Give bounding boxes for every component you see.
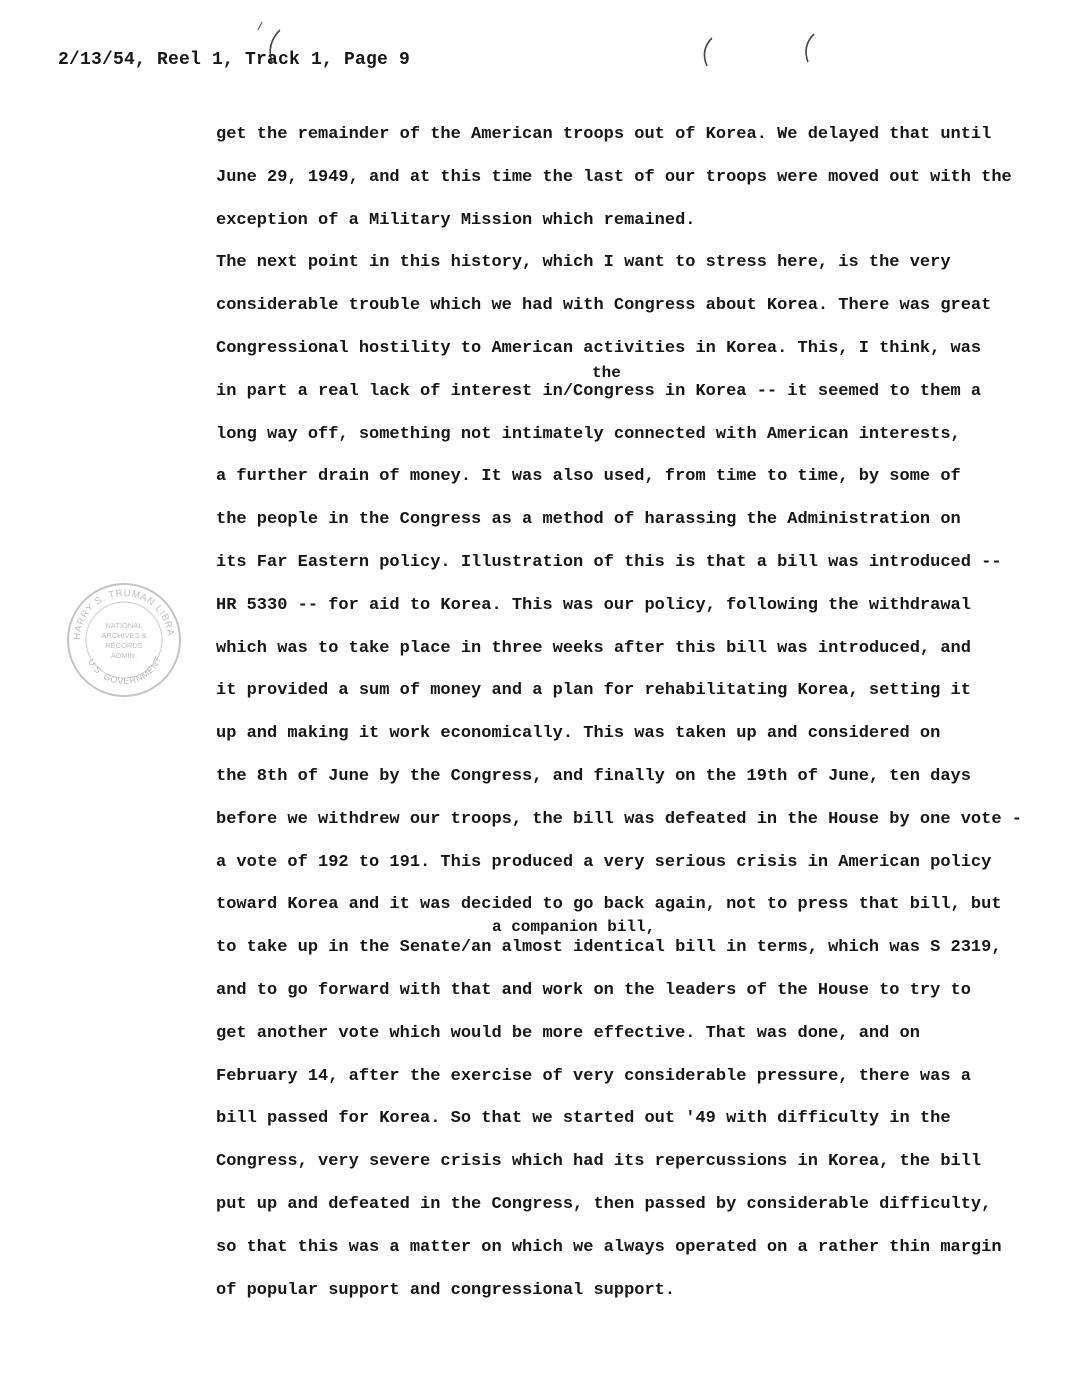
typed-insertion: a companion bill, [492,918,656,937]
text-line: considerable trouble which we had with Congress about Korea. There was great [216,296,992,316]
text-line: before we withdrew our troops, the bill was defeated in the House by one vote - [216,809,1022,829]
text-line: so that this was a matter on which we always operated on a rather thin margin [216,1237,1002,1257]
transcript-body [216,114,1062,1312]
text-line: and to go forward with that and work on the leaders of the House to try to [216,980,971,1000]
text-line: put up and defeated in the Congress, then passed by considerable difficulty, [216,1194,992,1214]
stamp-ring-text: HARRY S. TRUMAN LIBRA [71,587,176,641]
text-line: Congressional hostility to American activities in Korea. This, I think, was [216,338,982,358]
stamp-center-line: ARCHIVES & [101,631,147,640]
text-line: up and making it work economically. This was taken up and considered on [216,724,941,744]
stamp-center-line: ADMIN. [110,651,138,660]
text-line: HR 5330 -- for aid to Korea. This was our policy, following the withdrawal [216,595,971,615]
text-line-content: in part a real lack of interest in/Congress in Korea -- it seemed to them a [216,381,982,401]
text-line: its Far Eastern policy. Illustration of this is that a bill was introduced -- [216,552,1002,572]
text-line: February 14, after the exercise of very considerable pressure, there was a [216,1066,971,1086]
stamp-center-line: RECORDS [105,641,143,650]
text-line-content: to take up in the Senate/an almost identical bill in terms, which was S 2319, [216,938,1002,958]
punch-mark-2 [704,38,712,66]
text-line: get the remainder of the American troops out of Korea. We delayed that until [216,125,992,144]
punch-mark-3 [806,34,814,62]
text-line: long way off, something not intimately connected with American interests, [216,424,961,444]
text-line: The next point in this history, which I want to stress here, is the very [216,253,951,273]
text-line-with-insertion [216,918,1062,970]
text-line-with-insertion [216,363,1062,414]
text-line: of popular support and congressional support. [216,1280,676,1300]
text-line: which was to take place in three weeks after this bill was introduced, and [216,638,971,658]
handwritten-insertion: the [592,363,621,382]
text-line: bill passed for Korea. So that we started out '49 with difficulty in the [216,1109,951,1129]
text-line: get another vote which would be more effective. That was done, and on [216,1023,920,1043]
text-line: it provided a sum of money and a plan for rehabilitating Korea, setting it [216,681,971,701]
stamp-center-line: NATIONAL [105,621,143,630]
punch-mark-4 [258,22,262,30]
text-line: a vote of 192 to 191. This produced a very serious crisis in American policy [216,852,992,872]
text-line: the 8th of June by the Congress, and finally on the 19th of June, ten days [216,766,971,786]
library-stamp [64,580,184,705]
text-line: June 29, 1949, and at this time the last of our troops were moved out with the [216,167,1012,187]
text-line: the people in the Congress as a method of harassing the Administration on [216,510,961,530]
text-line: Congress, very severe crisis which had its repercussions in Korea, the bill [216,1152,982,1172]
text-line: toward Korea and it was decided to go back again, not to press that bill, but [216,895,1002,915]
stamp-bottom-text: U.S. GOVERNMENT [85,654,164,687]
text-line: exception of a Military Mission which remained. [216,210,696,230]
page-header: 2/13/54, Reel 1, Track 1, Page 9 [58,50,411,70]
text-line: a further drain of money. It was also used, from time to time, by some of [216,467,961,487]
